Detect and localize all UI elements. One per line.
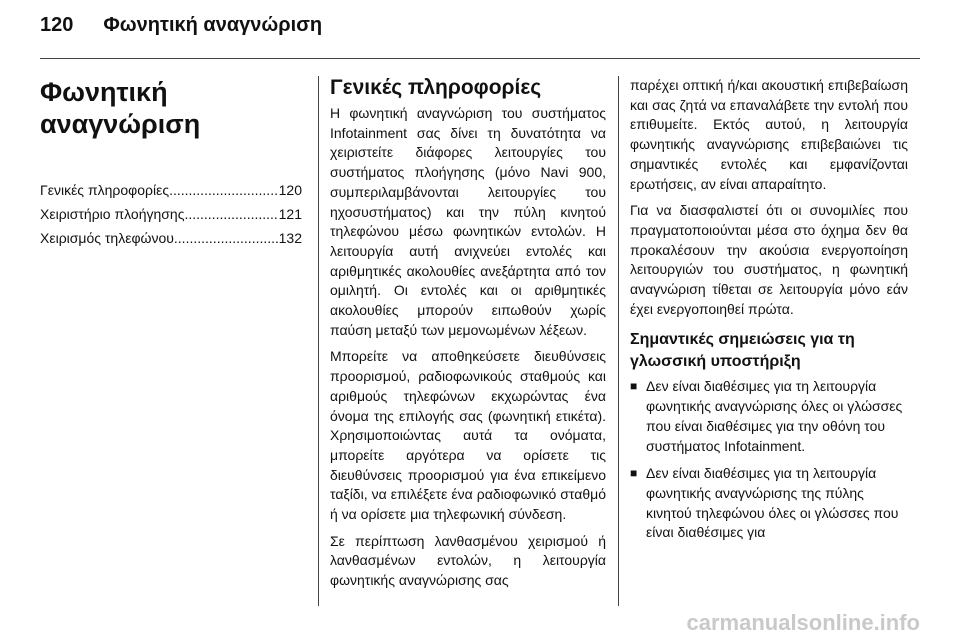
toc-page: 120 xyxy=(278,182,302,198)
column-divider xyxy=(318,76,319,606)
notes-column xyxy=(630,76,908,551)
chapter-title-line1: Φωνητική xyxy=(40,77,168,107)
section-heading-notes: Σημαντικές σημειώσεις για τη γλωσσική υποστήριξη xyxy=(630,331,855,371)
list-item-text: Δεν είναι διαθέσιμες για τη λειτουργία φωνητικής αναγνώρισης της πύλης κινητού τηλεφώνου όλες οι γλώσσες που είναι διαθέσιμες για xyxy=(646,465,899,541)
toc-leader xyxy=(184,202,278,226)
bullet-square-icon: ■ xyxy=(630,466,638,481)
toc-item-navigation[interactable] xyxy=(40,202,302,226)
chapter-title xyxy=(40,76,302,140)
column-divider xyxy=(618,76,619,606)
table-of-contents xyxy=(40,178,302,250)
list-item xyxy=(630,377,908,456)
notes-list xyxy=(630,377,908,543)
bullet-square-icon: ■ xyxy=(630,379,638,394)
paragraph: Η φωνητική αναγνώριση του συστήματος Infotainment σας δίνει τη δυνατότητα να χειριστείτε διάφορες λειτουργίες του συστήματος πλοήγησης (μόνο Navi 900, συμπεριλαμβάνονται λειτουργίες του ηχοσυστήματος) και την πύλη κινητού τηλεφώνου μέσω φωνητικών εντολών. Η λειτουργία αυτή ανιχνεύει εντολές και αριθμητικές ακολουθίες ανεξάρτητα από τον ομιλητή. Οι εντολές και οι αριθμητικές ακολουθίες μπορούν ειπωθούν χωρίς παύση μεταξύ των μεμονωμένων λέξεων. xyxy=(330,105,606,338)
paragraph: Σε περίπτωση λανθασμένου χειρισμού ή λανθασμένων εντολών, η λειτουργία φωνητικής αναγνώρισης σας xyxy=(330,532,606,589)
section-heading-general: Γενικές πληροφορίες xyxy=(330,76,542,99)
toc-label: Χειρισμός τηλεφώνου xyxy=(40,230,174,246)
toc-item-phone[interactable] xyxy=(40,226,302,250)
toc-page: 121 xyxy=(278,206,302,222)
toc-page: 132 xyxy=(278,230,302,246)
toc-item-general[interactable] xyxy=(40,178,302,202)
chapter-title-line2: αναγνώριση xyxy=(40,109,201,139)
chapter-column xyxy=(40,76,302,250)
list-item xyxy=(630,464,908,543)
list-item-text: Δεν είναι διαθέσιμες για τη λειτουργία φωνητικής αναγνώρισης όλες οι γλώσσες που είναι διαθέσιμες για την οθόνη του συστήματος Infotainment. xyxy=(646,378,903,454)
header-rule xyxy=(40,58,920,59)
toc-label: Γενικές πληροφορίες xyxy=(40,182,170,198)
page-header xyxy=(40,14,322,50)
toc-leader xyxy=(169,178,279,202)
toc-leader xyxy=(174,226,279,250)
paragraph: Για να διασφαλιστεί ότι οι συνομιλίες που πραγματοποιούνται μέσα στο όχημα δεν θα προκαλέσουν την ακούσια ενεργοποίηση λειτουργιών του συστήματος, η φωνητική αναγνώριση τίθεται σε λειτουργία μόνο εάν έχει ενεργοποιηθεί πρώτα. xyxy=(630,202,908,317)
page-number: 120 xyxy=(40,14,74,36)
general-info-column xyxy=(330,76,606,598)
paragraph: Μπορείτε να αποθηκεύσετε διευθύνσεις προορισμού, ραδιοφωνικούς σταθμούς και αριθμούς τηλεφώνων εκχωρώντας ένα όνομα της επιλογής σας (φωνητική ετικέτα). Χρησιμοποιώντας αυτά τα ονόματα, μπορείτε αργότερα να ορίσετε τις διευθύνσεις προορισμού για ένα επικείμενο ταξίδι, να επιλέξετε ένα ραδιοφωνικό σταθμό ή να ορίσετε μια τηλεφωνική σύνδεση. xyxy=(330,348,606,523)
running-title: Φωνητική αναγνώριση xyxy=(103,14,323,36)
toc-label: Χειριστήριο πλοήγησης xyxy=(40,206,185,222)
paragraph: παρέχει οπτική ή/και ακουστική επιβεβαίωση και σας ζητά να επαναλάβετε την εντολή που επιθυμείτε. Εκτός αυτού, η λειτουργία φωνητικής αναγνώρισης επιβεβαιώνει τις σημαντικές εντολές και εμφανίζονται ερωτήσεις, αν είναι απαραίτητο. xyxy=(630,77,908,192)
watermark: carmanualsonline.info xyxy=(686,610,920,635)
